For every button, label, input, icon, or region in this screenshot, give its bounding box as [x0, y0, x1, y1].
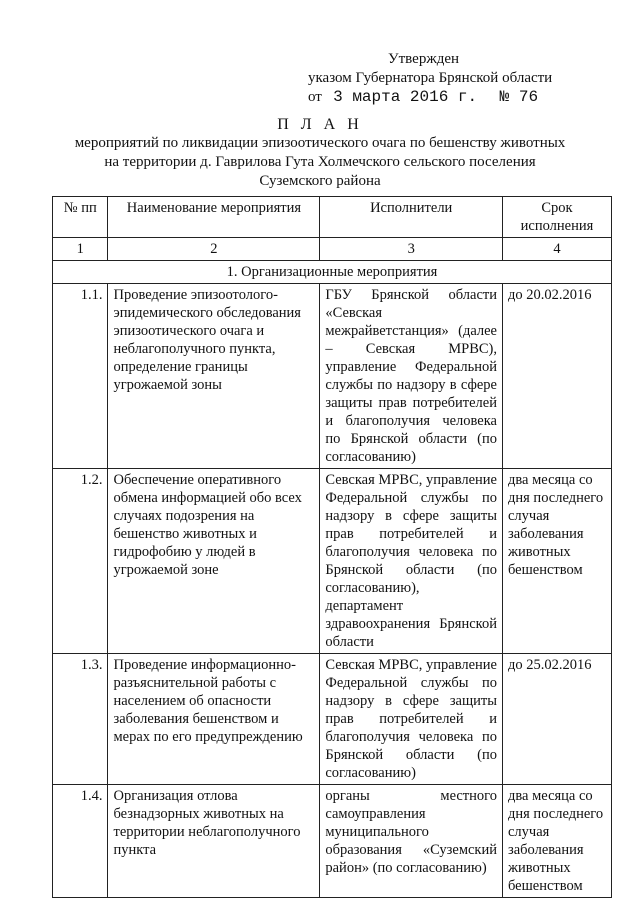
approval-stamp: [308, 50, 608, 107]
column-number: 4: [503, 238, 612, 261]
table-row: [53, 785, 612, 898]
table-header-row: [53, 197, 612, 238]
row-term: до 25.02.2016: [503, 654, 612, 785]
row-term: два месяца со дня последнего случая заболевания животных бешенством: [503, 469, 612, 654]
column-number: 2: [108, 238, 320, 261]
table-row: [53, 469, 612, 654]
approval-date: 3 марта 2016 г.: [333, 88, 478, 106]
row-executors: органы местного самоуправления муниципального образования «Суземский район» (по согласованию): [320, 785, 503, 898]
plan-table: [52, 196, 612, 898]
section-row: [53, 261, 612, 284]
approval-date-prefix: от: [308, 89, 322, 105]
subtitle-line-3: Суземского района: [259, 173, 381, 189]
row-name: Проведение информационно-разъяснительной работы с населением об опасности заболевания бешенством и мерах по его предупреждению: [108, 654, 320, 785]
subtitle-line-1: мероприятий по ликвидации эпизоотического очага по бешенству животных: [74, 135, 566, 151]
row-number: 1.1.: [53, 284, 108, 469]
row-term: до 20.02.2016: [503, 284, 612, 469]
header-name: Наименование мероприятия: [108, 197, 320, 238]
row-executors: Севская МРВС, управление Федеральной службы по надзору в сфере защиты прав потребителей и благополучия человека по Брянской области (по согласованию): [320, 654, 503, 785]
row-name: Проведение эпизоотолого-эпидемического обследования эпизоотического очага и неблагополучного пункта, определение границы угрожаемой зоны: [108, 284, 320, 469]
column-number: 3: [320, 238, 503, 261]
section-title: 1. Организационные мероприятия: [53, 261, 612, 284]
row-number: 1.3.: [53, 654, 108, 785]
column-number-row: [53, 238, 612, 261]
row-name: Организация отлова безнадзорных животных на территории неблагополучного пункта: [108, 785, 320, 898]
table-row: [53, 284, 612, 469]
row-term: два месяца со дня последнего случая заболевания животных бешенством: [503, 785, 612, 898]
subtitle-line-2: на территории д. Гаврилова Гута Холмечского сельского поселения: [104, 154, 536, 170]
row-number: 1.4.: [53, 785, 108, 898]
row-executors: Севская МРВС, управление Федеральной службы по надзору в сфере защиты прав потребителей и благополучия человека по Брянской области (по согласованию), департамент здравоохранения Брянской области: [320, 469, 503, 654]
approval-title: Утвержден: [388, 51, 460, 67]
table-row: [53, 654, 612, 785]
header-no: № пп: [53, 197, 108, 238]
document-subtitle: [40, 134, 600, 191]
column-number: 1: [53, 238, 108, 261]
document-title: П Л А Н: [277, 116, 363, 133]
row-executors: ГБУ Брянской области «Севская межрайветстанция» (далее – Севская МРВС), управление Федеральной службы по надзору в сфере защиты прав потребителей и благополучия человека по Брянской области (по согласованию): [320, 284, 503, 469]
header-term: Срок исполнения: [503, 197, 612, 238]
row-number: 1.2.: [53, 469, 108, 654]
approval-number: № 76: [499, 88, 539, 106]
row-name: Обеспечение оперативного обмена информацией обо всех случаях подозрения на бешенство животных и гидрофобию у людей в угрожаемой зоне: [108, 469, 320, 654]
header-executors: Исполнители: [320, 197, 503, 238]
approval-authority: указом Губернатора Брянской области: [308, 70, 553, 86]
approval-date-line: [308, 88, 608, 107]
